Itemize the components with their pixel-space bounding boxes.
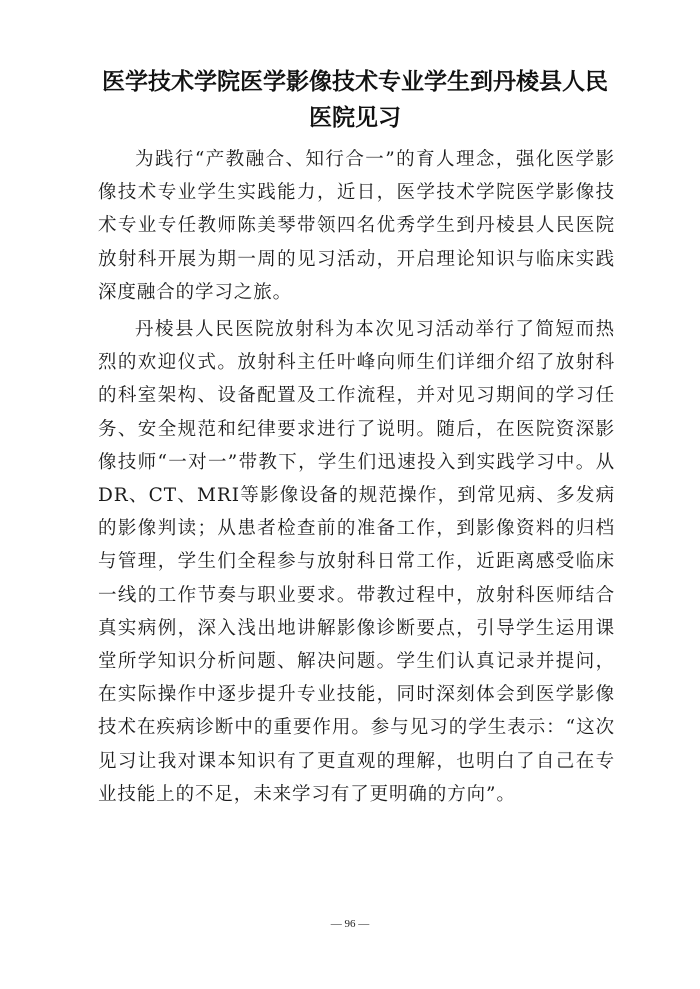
body-paragraph-1: 为践行“产教融合、知行合一”的育人理念，强化医学影像技术专业学生实践能力，近日，医学技术学院医学影像技术专业专任教师陈美琴带领四名优秀学生到丹棱县人民医院放射科开展为期一周的见习活动，开启理论知识与临床实践深度融合的学习之旅。 [98,149,615,303]
document-body [98,143,615,811]
document-title: 医学技术学院医学影像技术专业学生到丹棱县人民医院见习 [102,69,608,131]
body-paragraph-2: 丹棱县人民医院放射科为本次见习活动举行了简短而热烈的欢迎仪式。放射科主任叶峰向师生们详细介绍了放射科的科室架构、设备配置及工作流程，并对见习期间的学习任务、安全规范和纪律要求进行了说明。随后，在医院资深影像技师“一对一”带教下，学生们迅速投入到实践学习中。从DR、CT、MRI等影像设备的规范操作，到常见病、多发病的影像判读；从患者检查前的准备工作，到影像资料的归档与管理，学生们全程参与放射科日常工作，近距离感受临床一线的工作节奏与职业要求。带教过程中，放射科医师结合真实病例，深入浅出地讲解影像诊断要点，引导学生运用课堂所学知识分析问题、解决问题。学生们认真记录并提问，在实际操作中逐步提升专业技能，同时深刻体会到医学影像技术在疾病诊断中的重要作用。参与见习的学生表示：“这次见习让我对课本知识有了更直观的理解，也明白了自己在专业技能上的不足，未来学习有了更明确的方向”。 [98,319,615,805]
page-number: — 96 — [330,918,370,930]
